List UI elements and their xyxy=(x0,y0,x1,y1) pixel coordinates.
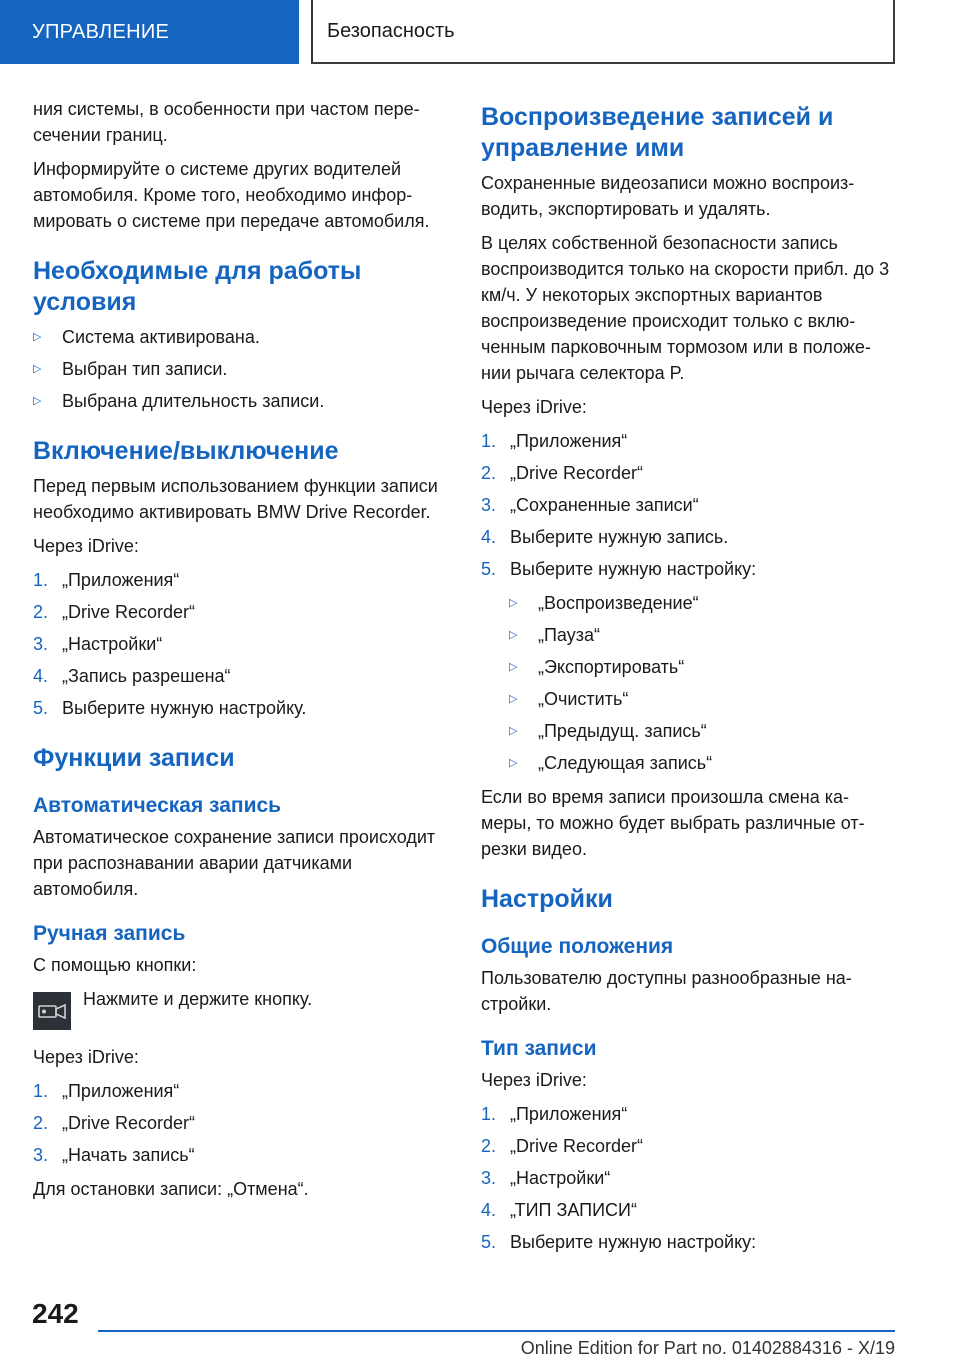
conditions-list xyxy=(33,324,443,414)
topic-title: Безопасность xyxy=(311,0,895,64)
list-item: ▷ Система активирована. xyxy=(33,327,260,347)
list-item: 3. „Начать запись“ xyxy=(33,1145,195,1165)
list-item: ▷ „Воспроизведение“ xyxy=(509,593,699,613)
heading-conditions: Необходимые для работы условия xyxy=(33,257,362,316)
paragraph: В целях собственной безопасности запись воспроизводится только на скорости прибл. до 3 км/ч. У некоторых экспортных вариантов воспроизведение происходит только с включенным парковочным тормозом или в положении рычага селектора P. xyxy=(481,233,890,383)
heading-auto: Автоматическая запись xyxy=(33,794,282,817)
paragraph: Для остановки записи: „Отмена“. xyxy=(33,1179,309,1199)
heading-record-type: Тип записи xyxy=(481,1037,597,1060)
list-item: 4. Выберите нужную запись. xyxy=(481,527,729,547)
paragraph: Автоматическое сохранение записи происходит при распознавании аварии датчиками автомобиля. xyxy=(33,827,436,899)
paragraph: Информируйте о системе других водителей автомобиля. Кроме того, необходимо информировать о системе при передаче автомобиля. xyxy=(33,159,430,231)
list-item: 2. „Drive Recorder“ xyxy=(33,1113,196,1133)
paragraph: Пользователю доступны разнообразные настройки. xyxy=(481,968,852,1014)
paragraph: Через iDrive: xyxy=(481,1070,587,1090)
right-column xyxy=(481,96,891,1263)
triangle-bullet-icon: ▷ xyxy=(33,331,42,343)
triangle-bullet-icon: ▷ xyxy=(33,363,42,375)
list-item: ▷ Выбран тип записи. xyxy=(33,359,228,379)
paragraph: Перед первым использованием функции записи необходимо активировать BMW Drive Recorder. xyxy=(33,476,438,522)
paragraph: Через iDrive: xyxy=(33,536,139,556)
edition-text: Online Edition for Part no. 01402884316 - X/19 xyxy=(520,1338,895,1358)
list-item: 2. „Drive Recorder“ xyxy=(481,1136,644,1156)
footer-divider xyxy=(98,1330,895,1332)
list-item: ▷ „Очистить“ xyxy=(509,689,629,709)
triangle-bullet-icon: ▷ xyxy=(509,725,518,737)
list-item: 3. „Настройки“ xyxy=(481,1168,611,1188)
list-item: ▷ „Следующая запись“ xyxy=(509,753,713,773)
list-item: 5. Выберите нужную настройку: xyxy=(481,1232,757,1252)
list-item: 5. Выберите нужную настройку. xyxy=(33,698,307,718)
list-item: 4. „ТИП ЗАПИСИ“ xyxy=(481,1200,637,1220)
list-item: 1. „Приложения“ xyxy=(33,1081,180,1101)
paragraph: С помощью кнопки: xyxy=(33,955,197,975)
heading-playback: Воспроизведение записей и управление ими xyxy=(481,103,834,162)
page-number: 242 xyxy=(32,1298,79,1329)
section-tab: УПРАВЛЕНИЕ xyxy=(0,0,299,64)
triangle-bullet-icon: ▷ xyxy=(33,395,42,407)
triangle-bullet-icon: ▷ xyxy=(509,693,518,705)
list-item: 3. „Сохраненные записи“ xyxy=(481,495,699,515)
list-item: 3. „Настройки“ xyxy=(33,634,163,654)
list-item: ▷ „Экспортировать“ xyxy=(509,657,685,677)
heading-on-off: Включение/выключение xyxy=(33,437,339,465)
list-item: 2. „Drive Recorder“ xyxy=(481,463,644,483)
list-item: 4. „Запись разрешена“ xyxy=(33,666,231,686)
list-item: 1. „Приложения“ xyxy=(481,431,628,451)
steps-list xyxy=(481,428,891,582)
button-instruction-row xyxy=(33,986,443,1034)
heading-settings: Настройки xyxy=(481,885,613,913)
paragraph: Через iDrive: xyxy=(33,1047,139,1067)
list-item: ▷ „Предыдущ. запись“ xyxy=(509,721,707,741)
paragraph: Если во время записи произошла смена камеры, то можно будет выбрать различные отрезки видео. xyxy=(481,787,865,859)
triangle-bullet-icon: ▷ xyxy=(509,757,518,769)
list-item: 5. Выберите нужную настройку: xyxy=(481,559,757,579)
paragraph: ния системы, в особенности при частом пересечении границ. xyxy=(33,99,420,145)
triangle-bullet-icon: ▷ xyxy=(509,661,518,673)
heading-functions: Функции записи xyxy=(33,744,235,772)
steps-list xyxy=(481,1101,891,1255)
list-item: ▷ Выбрана длительность записи. xyxy=(33,391,325,411)
paragraph: Сохраненные видеозаписи можно воспроизводить, экспортировать и удалять. xyxy=(481,173,855,219)
options-list xyxy=(481,590,891,776)
left-column xyxy=(33,96,443,1210)
heading-manual: Ручная запись xyxy=(33,922,186,945)
list-item: 1. „Приложения“ xyxy=(481,1104,628,1124)
list-item: 1. „Приложения“ xyxy=(33,570,180,590)
triangle-bullet-icon: ▷ xyxy=(509,629,518,641)
heading-general: Общие положения xyxy=(481,935,674,958)
paragraph: Через iDrive: xyxy=(481,397,587,417)
list-item: 2. „Drive Recorder“ xyxy=(33,602,196,622)
steps-list xyxy=(33,567,443,721)
steps-list xyxy=(33,1078,443,1168)
drive-recorder-button-icon xyxy=(33,992,71,1030)
button-instruction: Нажмите и держите кнопку. xyxy=(83,989,313,1009)
triangle-bullet-icon: ▷ xyxy=(509,597,518,609)
list-item: ▷ „Пауза“ xyxy=(509,625,600,645)
